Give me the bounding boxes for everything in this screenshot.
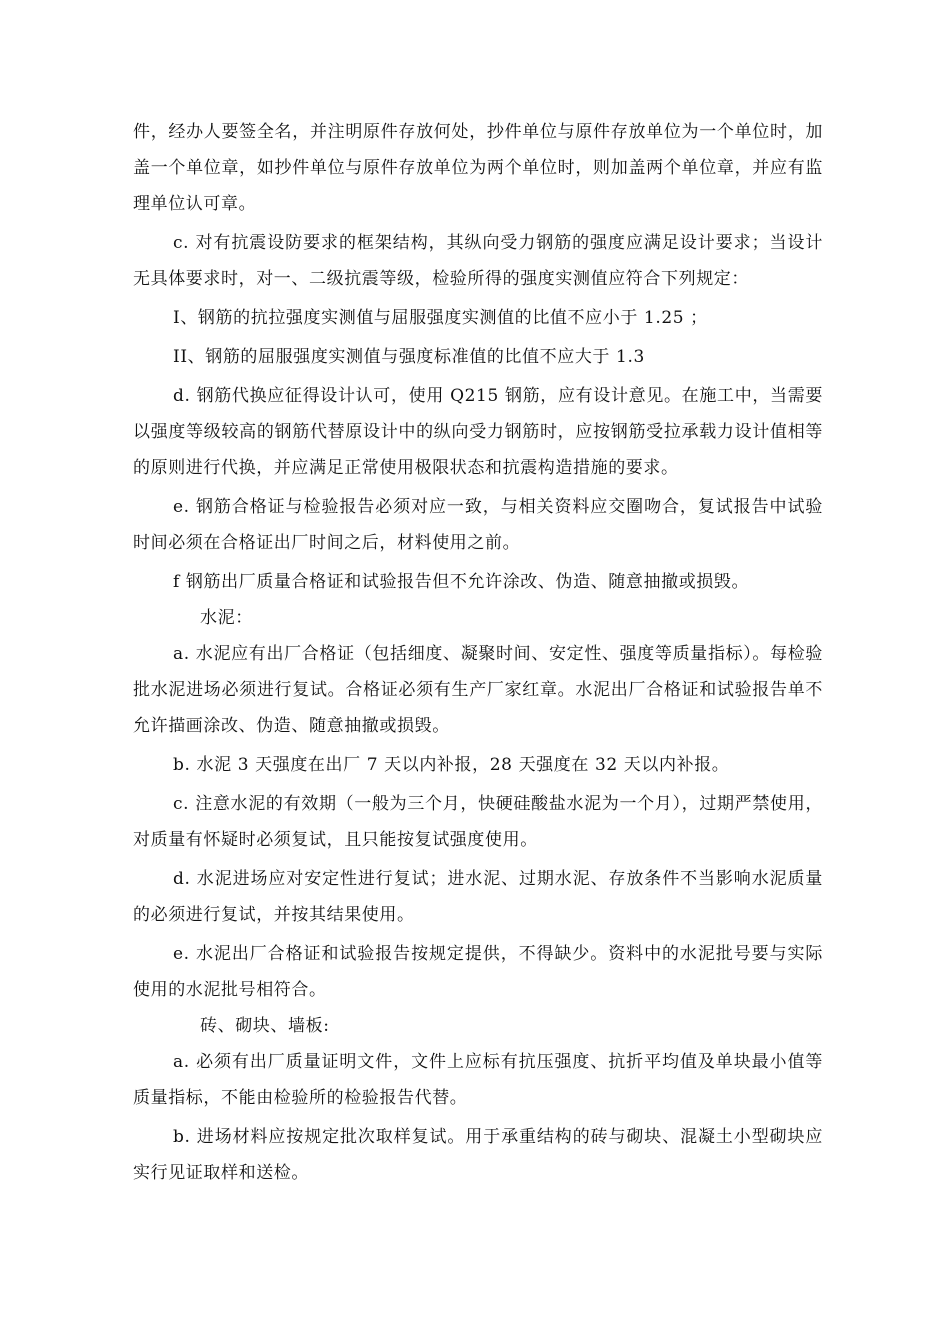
paragraph-steel-f: f 钢筋出厂质量合格证和试验报告但不允许涂改、伪造、随意抽撤或损毁。: [173, 572, 750, 592]
paragraph-cement-b: b. 水泥 3 天强度在出厂 7 天以内补报，28 天强度在 32 天以内补报。: [173, 755, 730, 775]
section-heading-brick: 砖、砌块、墙板:: [200, 1016, 330, 1036]
paragraph-cement-d: d. 水泥进场应对安定性进行复试；进水泥、过期水泥、存放条件不当影响水泥质量的必须进行复试，并按其结果使用。: [133, 869, 823, 925]
section-heading-cement: 水泥：: [200, 608, 253, 628]
paragraph-steel-e: e. 钢筋合格证与检验报告必须对应一致，与相关资料应交圈吻合，复试报告中试验时间必须在合格证出厂时间之后，材料使用之前。: [133, 497, 823, 553]
paragraph-steel-rule-1: I、钢筋的抗拉强度实测值与屈服强度实测值的比值不应小于 1.25 ；: [173, 308, 708, 328]
paragraph-steel-c: c. 对有抗震设防要求的框架结构，其纵向受力钢筋的强度应满足设计要求；当设计无具体要求时，对一、二级抗震等级，检验所得的强度实测值应符合下列规定：: [133, 233, 823, 289]
paragraph-brick-a: a. 必须有出厂质量证明文件，文件上应标有抗压强度、抗折平均值及单块最小值等质量指标，不能由检验所的检验报告代替。: [133, 1052, 823, 1108]
paragraph-steel-rule-2: II、钢筋的屈服强度实测值与强度标准值的比值不应大于 1.3: [173, 347, 645, 367]
paragraph-brick-b: b. 进场材料应按规定批次取样复试。用于承重结构的砖与砌块、混凝土小型砌块应实行见证取样和送检。: [133, 1127, 823, 1183]
paragraph-cement-c: c. 注意水泥的有效期（一般为三个月，快硬硅酸盐水泥为一个月），过期严禁使用，对质量有怀疑时必须复试，且只能按复试强度使用。: [133, 794, 823, 850]
paragraph-cement-e: e. 水泥出厂合格证和试验报告按规定提供，不得缺少。资料中的水泥批号要与实际使用的水泥批号相符合。: [133, 944, 823, 1000]
paragraph-steel-d: d. 钢筋代换应征得设计认可，使用 Q215 钢筋，应有设计意见。在施工中，当需要以强度等级较高的钢筋代替原设计中的纵向受力钢筋时，应按钢筋受拉承载力设计值相等的原则进行代换，并应满足正常使用极限状态和抗震构造措施的要求。: [133, 386, 823, 478]
paragraph-cement-a: a. 水泥应有出厂合格证（包括细度、凝聚时间、安定性、强度等质量指标）。每检验批水泥进场必须进行复试。合格证必须有生产厂家红章。水泥出厂合格证和试验报告单不允许描画涂改、伪造、随意抽撤或损毁。: [133, 644, 823, 736]
paragraph-continuation: 件，经办人要签全名，并注明原件存放何处，抄件单位与原件存放单位为一个单位时，加盖一个单位章，如抄件单位与原件存放单位为两个单位时，则加盖两个单位章，并应有监理单位认可章。: [133, 122, 823, 214]
document-body: [133, 114, 823, 1191]
